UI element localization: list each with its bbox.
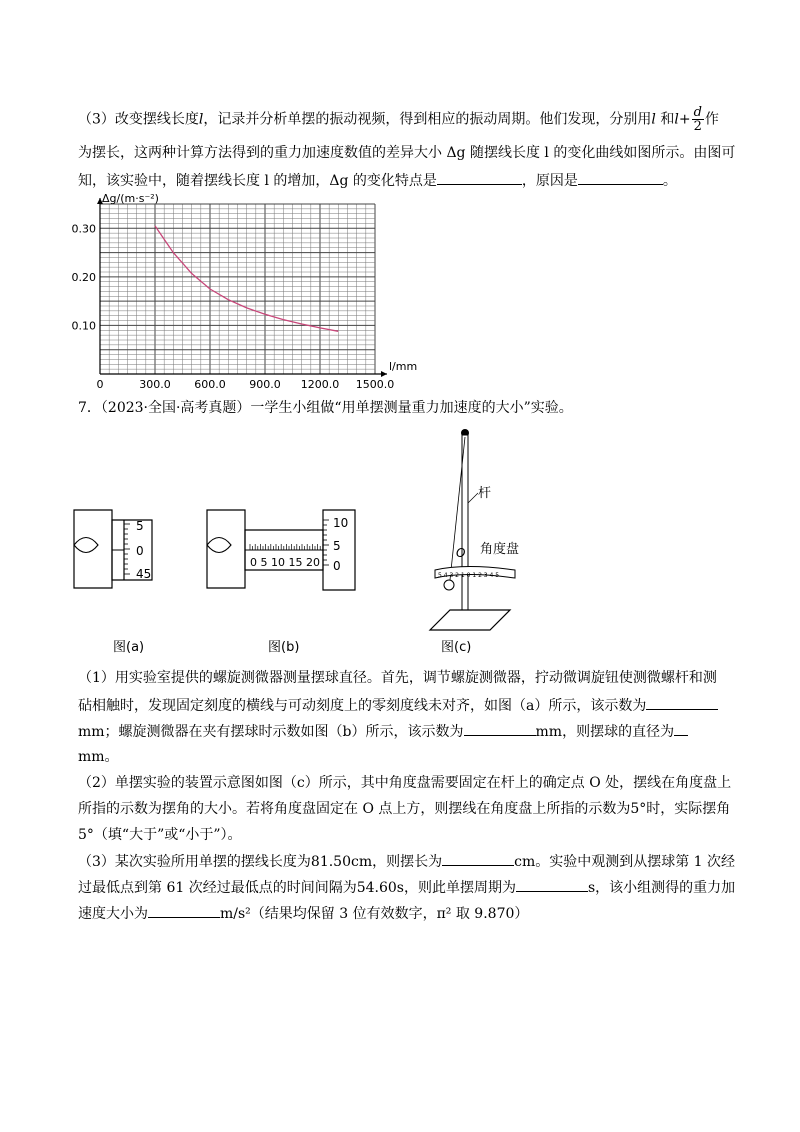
rod-pointer: [468, 493, 478, 503]
x-tick-label: 0: [96, 378, 104, 391]
x-tick-label: 600.0: [194, 378, 226, 391]
var-l: l: [674, 111, 679, 128]
rod: [462, 435, 468, 610]
answer-blank[interactable]: [578, 170, 663, 185]
figure-c-caption: 图(c): [441, 640, 472, 655]
answer-blank[interactable]: [442, 851, 514, 866]
q7-p2-line2: 所指的示数为摆角的大小。若将角度盘固定在 O 点上方，则摆线在角度盘上所指的示数为5°时，实际摆角: [78, 801, 731, 817]
scale-label: 0: [136, 544, 144, 558]
y-tick-label: 0.30: [71, 222, 96, 236]
text: ，原因是: [521, 173, 578, 189]
text: mm，则摆球的直径为: [535, 724, 675, 740]
scale-label: 0: [333, 559, 341, 573]
x-tick-label: 1200.0: [300, 378, 340, 391]
scale-label: 5: [136, 519, 144, 533]
y-axis-label: Δg/(m·s⁻²): [102, 192, 159, 205]
x-tick-label: 1500.0: [355, 378, 395, 391]
frac-den: 2: [693, 119, 702, 134]
anvil-body: [207, 510, 245, 588]
text: （3）改变摆线长度: [78, 111, 199, 128]
chart-grid: [100, 204, 375, 374]
q7-p1-line2: [78, 695, 718, 716]
base-plate: [430, 610, 510, 630]
answer-blank[interactable]: [148, 903, 220, 918]
anvil-curve: [74, 538, 98, 553]
text: 作: [704, 111, 719, 128]
text: ，记录并分析单摆的振动视频，得到相应的振动周期。他们发现，分别用: [203, 111, 652, 128]
main-scale-numbers: 0 5 10 15 20: [250, 556, 320, 569]
q7-p2-line1: （2）单摆实验的装置示意图如图（c）所示，其中角度盘需要固定在杆上的确定点 O 处，摆线在角度盘上: [78, 775, 732, 791]
figure-a-micrometer: [72, 500, 182, 600]
figure-b-micrometer: [205, 500, 370, 600]
answer-blank[interactable]: [516, 877, 588, 892]
answer-blank[interactable]: [437, 170, 522, 185]
text: （3）某次实验所用单摆的摆线长度为81.50cm，则摆长为: [78, 854, 443, 870]
dial-numbers: 5 4 3 2 1 0 1 2 3 4 5: [438, 572, 500, 579]
x-axis-arrow: [381, 371, 387, 377]
text: 过最低点到第 61 次经过最低点的时间间隔为54.60s，则此单摆周期为: [78, 880, 516, 896]
q7-p1-line1: （1）用实验室提供的螺旋测微器测量摆球直径。首先，调节螺旋测微器，拧动微调旋钮使测微螺杆和测: [78, 670, 717, 686]
x-tick-label: 300.0: [139, 378, 171, 391]
q7-p1-line3: [78, 721, 688, 742]
anvil-body: [74, 510, 112, 588]
dial-label: 角度盘: [480, 542, 520, 557]
q7-p3-line3: [78, 903, 528, 924]
text: s，该小组测得的重力加: [587, 880, 736, 896]
text: 速度大小为: [78, 906, 148, 922]
y-tick-label: 0.20: [71, 270, 96, 284]
x-tick-label: 900.0: [249, 378, 281, 391]
thimble-ticks: [124, 524, 130, 574]
anvil-curve: [207, 538, 231, 553]
scale-label: 5: [333, 539, 341, 553]
q7-p3-line2: [78, 877, 735, 898]
q7-p2-line3: 5°（填“大于”或“小于”）。: [78, 827, 242, 843]
text: 。: [662, 173, 677, 189]
text: 砧相触时，发现固定刻度的横线与可动刻度上的零刻度线未对齐，如图（a）所示，该示数为: [78, 698, 647, 714]
scale-label: 10: [333, 516, 349, 530]
q7-title: 7．（2023·全国·高考真题）一学生小组做“用单摆测量重力加速度的大小”实验。: [78, 400, 573, 416]
text: m/s²（结果均保留 3 位有效数字，π² 取 9.870）: [220, 906, 529, 922]
text: mm；螺旋测微器在夹有摆球时示数如图（b）所示，该示数为: [78, 724, 464, 740]
q6-part3-line1: [78, 106, 719, 133]
text: cm。实验中观测到从摆球第 1 次经: [514, 854, 736, 870]
var-l: l: [198, 111, 204, 128]
q6-part3-line3: [78, 170, 677, 191]
pendulum-bob: [444, 580, 454, 590]
answer-blank[interactable]: [464, 721, 536, 736]
x-axis-label: l/mm: [389, 360, 418, 373]
scale-label: 45: [136, 567, 152, 581]
text: 和: [655, 111, 675, 128]
figure-b-caption: 图(b): [268, 640, 300, 655]
var-l: l: [651, 111, 656, 128]
q6-part3-line2: 为摆长，这两种计算方法得到的重力加速度数值的差异大小 Δg 随摆线长度 l 的变化曲线如图所示。由图可: [78, 145, 736, 161]
thimble-ticks: [323, 520, 329, 565]
q7-p3-line1: [78, 851, 735, 872]
answer-blank[interactable]: [674, 721, 688, 736]
frac-num: d: [693, 105, 702, 120]
q7-p1-line4: mm。: [78, 749, 119, 765]
delta-g-chart: [70, 192, 418, 392]
figure-a-caption: 图(a): [113, 640, 145, 655]
figure-c-pendulum: [420, 425, 540, 640]
fraction-d-over-2: [692, 106, 704, 133]
y-tick-label: 0.10: [71, 319, 96, 333]
point-o-label: O: [456, 546, 466, 560]
rod-label: 杆: [478, 486, 492, 501]
sleeve-ticks: [250, 544, 323, 550]
answer-blank[interactable]: [646, 695, 718, 710]
plus: +: [678, 111, 691, 128]
text: 知，该实验中，随着摆线长度 l 的增加，Δg 的变化特点是: [78, 173, 437, 189]
